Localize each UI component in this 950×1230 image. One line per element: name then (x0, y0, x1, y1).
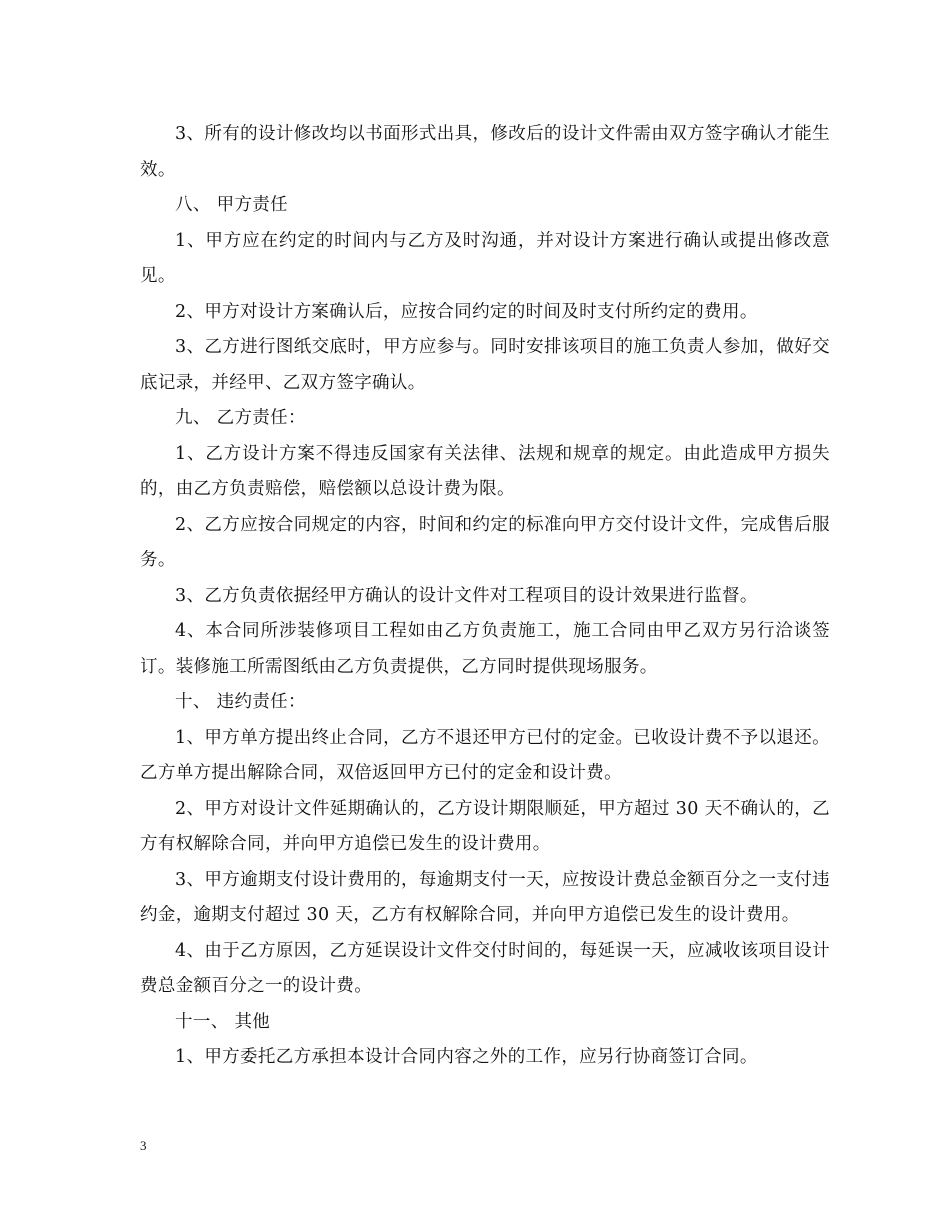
page-number: 3 (140, 1138, 147, 1153)
clause-9-item-4: 4、本合同所涉装修项目工程如由乙方负责施工，施工合同由甲乙双方另行洽谈签订。装修施工所需图纸由乙方负责提供，乙方同时提供现场服务。 (140, 621, 830, 677)
clause-8-item-1: 1、甲方应在约定的时间内与乙方及时沟通，并对设计方案进行确认或提出修改意见。 (140, 230, 830, 286)
section-heading-11: 十一、 其他 (175, 1011, 271, 1032)
document-body (140, 117, 830, 1076)
section-heading-9: 九、 乙方责任： (175, 408, 306, 428)
clause-11-item-1: 1、甲方委托乙方承担本设计合同内容之外的工作，应另行协商签订合同。 (175, 1047, 758, 1067)
clause-10-item-3: 3、甲方逾期支付设计费用的，每逾期支付一天，应按设计费总金额百分之一支付违约金，逾期支付超过 30 天，乙方有权解除合同，并向甲方追偿已发生的设计费用。 (140, 869, 830, 925)
clause-8-item-3: 3、乙方进行图纸交底时，甲方应参与。同时安排该项目的施工负责人参加，做好交底记录，并经甲、乙双方签字确认。 (140, 337, 830, 393)
clause-7-item-3: 3、所有的设计修改均以书面形式出具，修改后的设计文件需由双方签字确认才能生效。 (140, 124, 830, 180)
clause-10-item-2: 2、甲方对设计文件延期确认的，乙方设计期限顺延，甲方超过 30 天不确认的，乙方有权解除合同，并向甲方追偿已发生的设计费用。 (140, 798, 830, 854)
clause-10-item-1: 1、甲方单方提出终止合同，乙方不退还甲方已付的定金。已收设计费不予以退还。乙方单方提出解除合同，双倍返回甲方已付的定金和设计费。 (140, 727, 830, 783)
clause-8-item-2: 2、甲方对设计方案确认后，应按合同约定的时间及时支付所约定的费用。 (175, 301, 758, 322)
clause-9-item-2: 2、乙方应按合同规定的内容，时间和约定的标准向甲方交付设计文件，完成售后服务。 (140, 514, 830, 570)
clause-9-item-3: 3、乙方负责依据经甲方确认的设计文件对工程项目的设计效果进行监督。 (175, 585, 758, 606)
clause-9-item-1: 1、乙方设计方案不得违反国家有关法律、法规和规章的规定。由此造成甲方损失的，由乙方负责赔偿，赔偿额以总设计费为限。 (140, 443, 830, 499)
section-heading-10: 十、 违约责任： (175, 692, 306, 712)
section-heading-8: 八、 甲方责任 (175, 195, 289, 215)
clause-10-item-4: 4、由于乙方原因，乙方延误设计文件交付时间的，每延误一天，应减收该项目设计费总金额百分之一的设计费。 (140, 940, 830, 996)
